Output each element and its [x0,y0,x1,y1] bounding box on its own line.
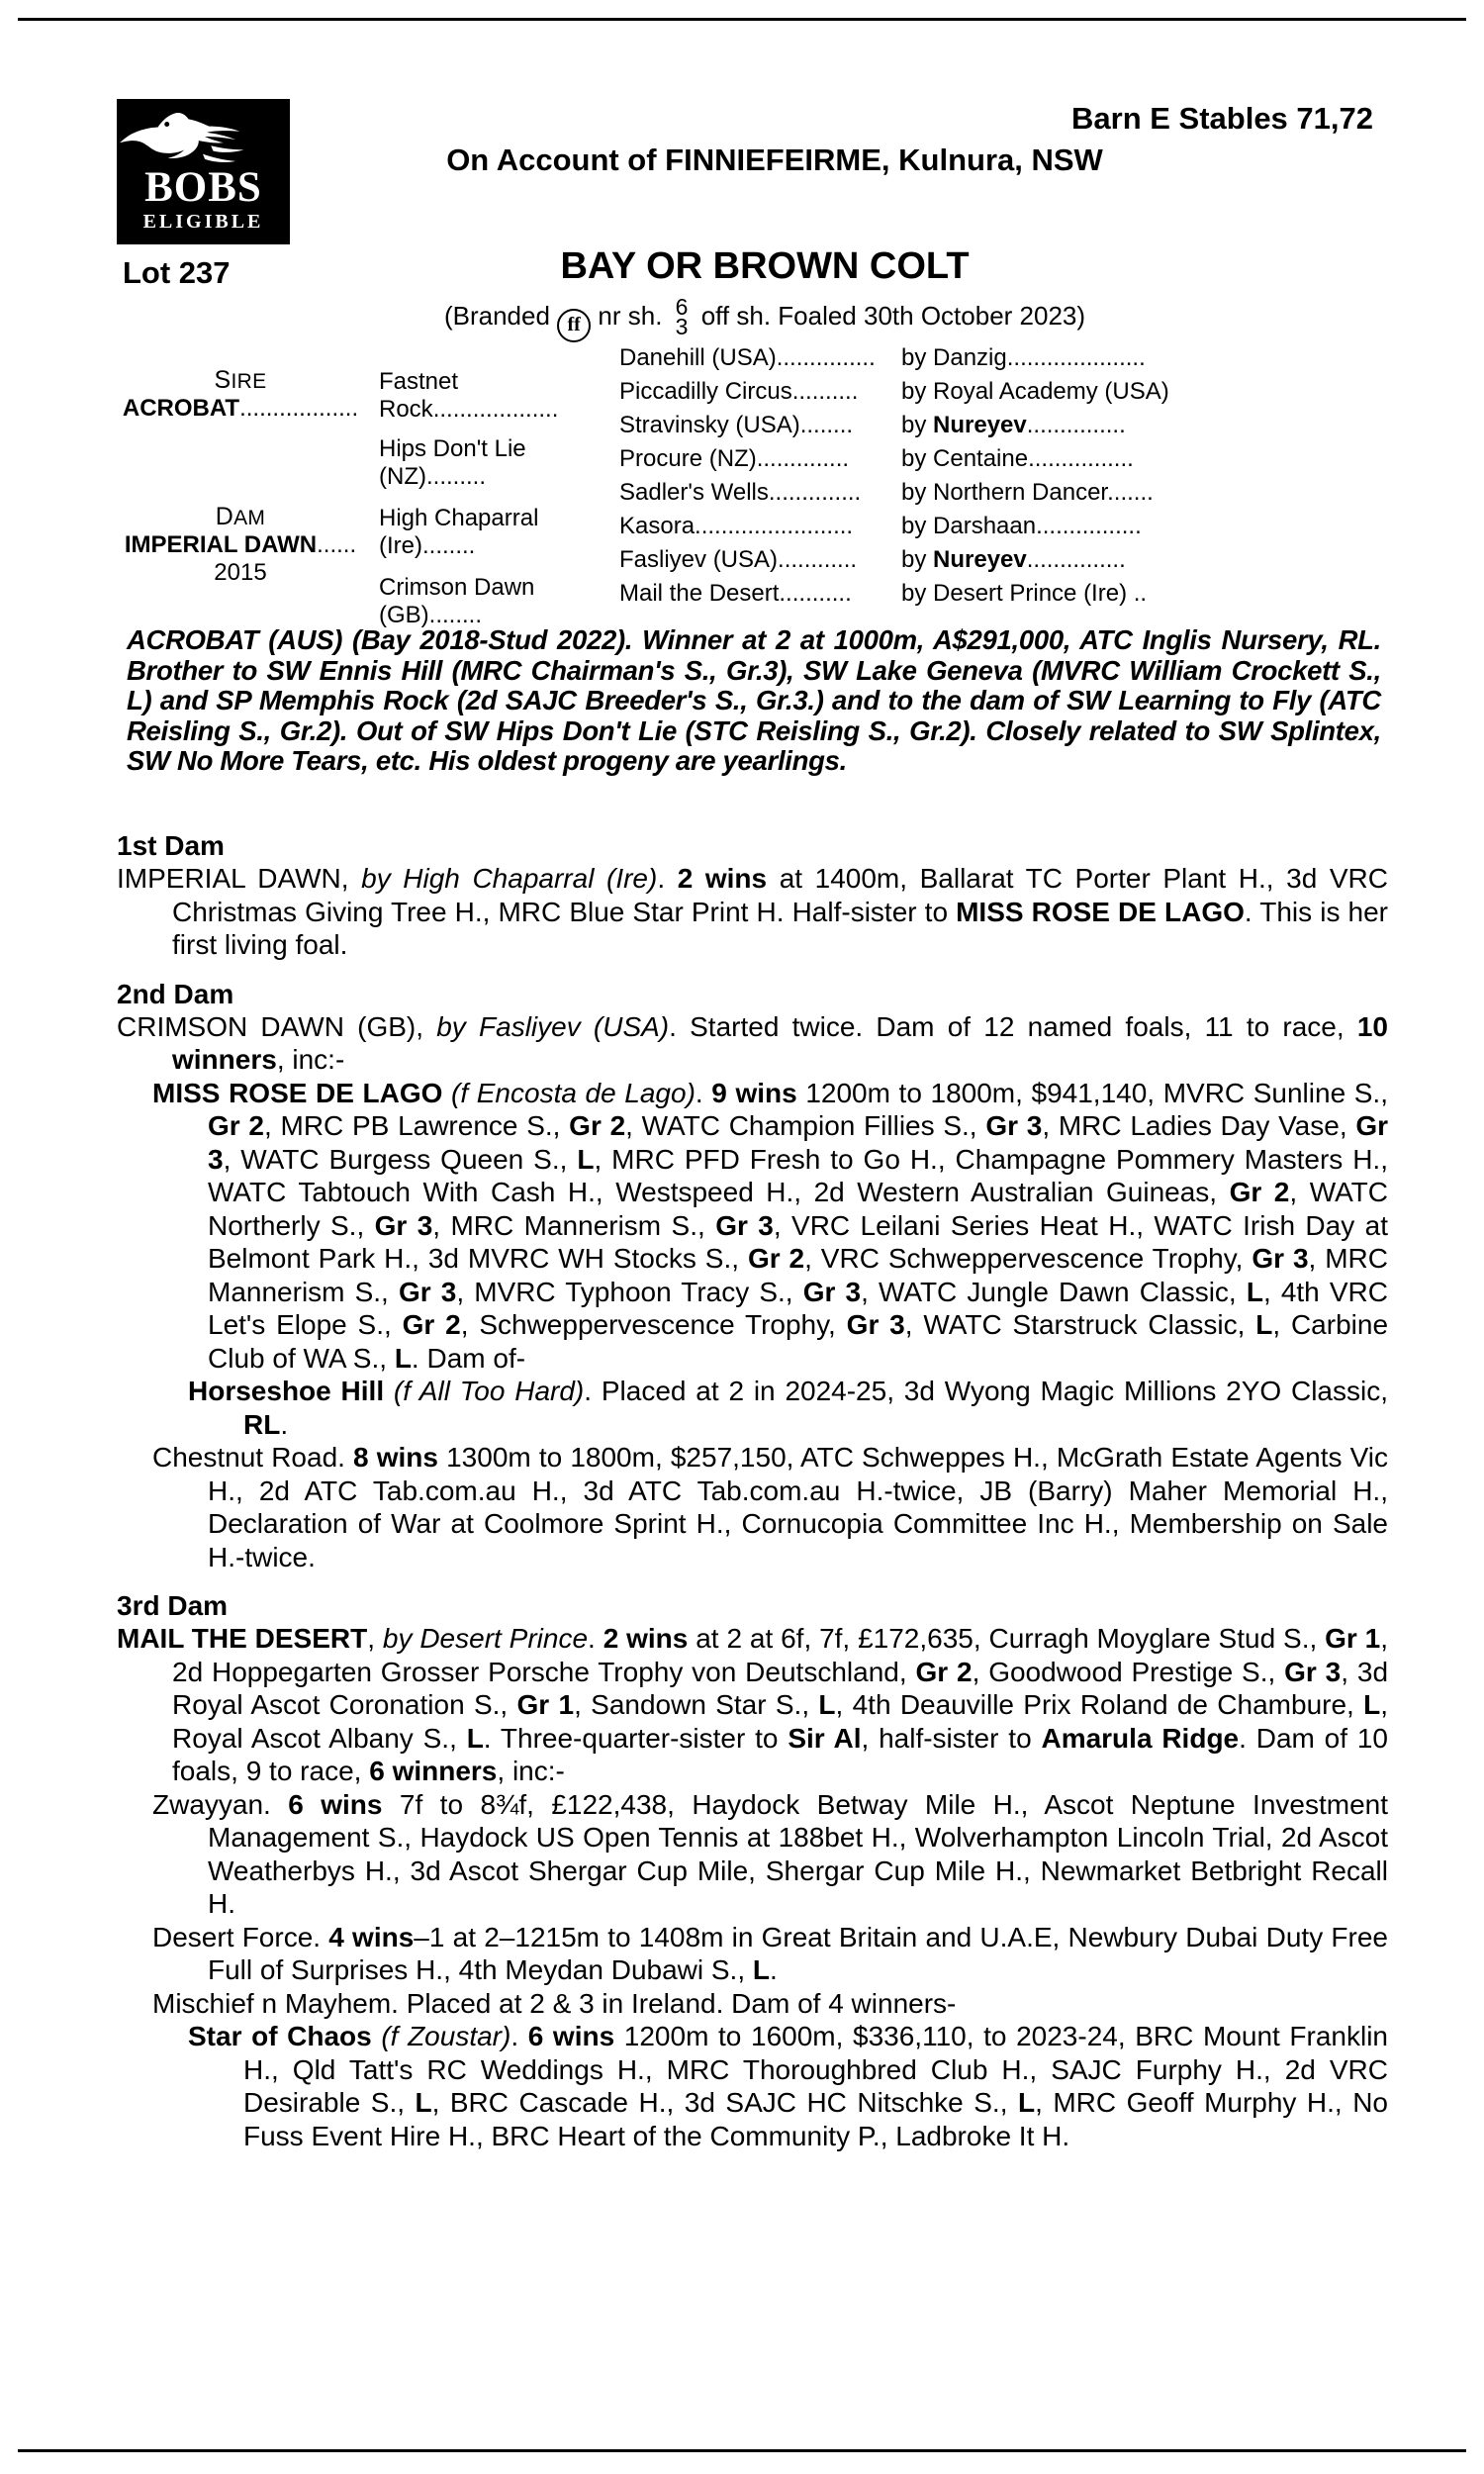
dam-name: IMPERIAL DAWN...... [124,531,357,558]
entry-text: 7f to 8¾f, £122,438, Haydock Betway Mile H., Ascot Neptune Investment Management S., Haydock US Open Tennis at 188bet H., Wolverhampton Lincoln Trial, 2d Ascot Weatherbys H., 3d Ascot Shergar Cup Mile, Shergar Cup Mile H., Newmarket Betbright Recall H. [208,1788,1388,1919]
page-top-rule [18,18,1466,21]
emphasis-italic: by High Chaparral (Ire) [361,863,658,894]
entry-text: , MRC Mannerism S., [432,1209,716,1241]
emphasis-bold: 10 winners [172,1010,1389,1075]
entry-text: 1200m to 1600m, $336,110, to 2023-24, BRC Mount Franklin H., Qld Tatt's RC Weddings H., MRC Thoroughbred Club H., SAJC Furphy H., 2d VRC Desirable S., [243,2021,1389,2118]
entry-text: , Schweppervescence Trophy, [460,1309,847,1340]
pedigree-gen3-name: Piccadilly Circus.......... [619,378,859,405]
emphasis-bold: L [577,1143,595,1175]
emphasis-bold: L [752,1954,771,1985]
dam-label: DAM [215,503,266,530]
emphasis-bold: 9 wins [711,1077,797,1108]
pedigree-entry [117,862,1388,962]
emphasis-bold: Gr 2 [915,1656,973,1687]
entry-text: . [695,1077,712,1108]
entry-text: , BRC Cascade H., 3d SAJC HC Nitschke S., [431,2087,1018,2118]
entry-text: . Placed at 2 in 2024-25, 3d Wyong Magic Millions 2YO Classic, [584,1376,1389,1406]
entry-text: . Started twice. Dam of 12 named foals, 11 to race, [669,1010,1357,1042]
page-title: BAY OR BROWN COLT [560,245,970,287]
emphasis-bold: MISS ROSE DE LAGO [152,1077,443,1108]
entry-text [384,1376,394,1406]
page-header [117,99,1373,339]
pedigree-gen3-sire: by Nureyev............... [901,546,1126,573]
entry-text: , MRC Ladies Day Vase, [1042,1110,1356,1141]
dam-section-heading: 2nd Dam [117,978,234,1009]
lot-number: Lot 237 [123,255,231,290]
entry-text: , 2d Hoppegarten Grosser Porsche Trophy von Deutschland, [172,1623,1389,1687]
pedigree-gen3-sire: by Centaine................ [901,445,1134,472]
entry-text: , MRC PFD Fresh to Go H., Champagne Pommery Masters H., WATC Tabtouch With Cash H., Westspeed H., 2d Western Australian Guineas, [208,1143,1388,1207]
pedigree-narrative [117,829,1388,2152]
pedigree-entry [117,1921,1388,1987]
emphasis-bold: Gr 3 [1284,1656,1342,1687]
emphasis-bold: Star of Chaos [188,2021,372,2051]
emphasis-bold: Sir Al [788,1722,862,1754]
entry-text: . [588,1623,603,1654]
emphasis-bold: L [1255,1309,1273,1340]
entry-text: , MVRC Typhoon Tracy S., [456,1276,803,1307]
pedigree-gen2-name: Hips Don't Lie (NZ)......... [379,435,526,490]
pedigree-gen3-name: Sadler's Wells.............. [619,479,862,506]
emphasis-bold: Gr 2 [402,1309,461,1340]
pedigree-entry [117,1077,1388,1376]
emphasis-bold: Gr 2 [747,1243,805,1274]
entry-text: . [770,1954,778,1985]
emphasis-bold: L [1017,2087,1036,2118]
branded-number-bottom: 3 [675,314,689,339]
bobs-logo-sub: ELIGIBLE [142,211,264,233]
sire-block [117,366,364,423]
pedigree-entry [117,1987,1388,2021]
emphasis-bold: Gr 3 [715,1209,774,1241]
pedigree-gen3-sire: by Danzig..................... [901,344,1146,371]
emphasis-bold: Gr 3 [985,1110,1043,1141]
entry-text: , Royal Ascot Albany S., [172,1689,1389,1754]
branded-line [117,294,1373,342]
branded-suffix: off sh. Foaled 30th October 2023) [700,301,1086,331]
pedigree-gen3-name: Fasliyev (USA)............ [619,546,858,573]
page-bottom-rule [18,2449,1466,2452]
entry-text: . Dam of 10 foals, 9 to race, [172,1722,1389,1786]
pedigree-gen3-sire: by Desert Prince (Ire) .. [901,580,1148,607]
entry-text: . Three-quarter-sister to [483,1722,788,1754]
entry-text: 1200m to 1800m, $941,140, MVRC Sunline S., [796,1077,1388,1108]
emphasis-bold: MISS ROSE DE LAGO [956,896,1245,927]
emphasis-bold: 4 wins [328,1921,415,1952]
branded-prefix: (Branded [443,301,550,331]
emphasis-bold: 8 wins [353,1442,438,1473]
entry-text: , WATC Starstruck Classic, [904,1309,1256,1340]
entry-text: , MRC PB Lawrence S., [263,1110,570,1141]
pedigree-gen2-name: High Chaparral (Ire)........ [379,505,539,559]
emphasis-bold: Gr 1 [516,1689,575,1720]
entry-text: , WATC Champion Fillies S., [625,1110,986,1141]
entry-text: , WATC Jungle Dawn Classic, [861,1276,1247,1307]
emphasis-bold: 6 wins [288,1788,383,1820]
entry-text: , [367,1623,383,1654]
sire-summary-paragraph: ACROBAT (AUS) (Bay 2018-Stud 2022). Winner at 2 at 1000m, A$291,000, ATC Inglis Nursery, RL. Brother to SW Ennis Hill (MRC Chairman's S., Gr.3), SW Lake Geneva (MVRC William Crockett S., L) and SP Memphis Rock (2d SAJC Breeder's S., Gr.3.) and to the dam of SW Learning to Fly (ATC Reisling S., Gr.2). Out of SW Hips Don't Lie (STC Reisling S., Gr.2). Closely related to SW Splintex, SW No More Tears, etc. His oldest progeny are yearlings. [127,624,1381,776]
emphasis-bold: 6 winners [369,1756,498,1786]
entry-text: , half-sister to [861,1722,1042,1754]
emphasis-bold: Horseshoe Hill [188,1376,385,1406]
barn-stables-label: Barn E Stables 71,72 [1071,101,1373,136]
emphasis-bold: L [466,1722,484,1754]
dam-year: 2015 [214,559,267,586]
entry-text: , inc:- [276,1044,345,1075]
emphasis-bold: Gr 3 [398,1276,457,1307]
entry-text: , 4th Deauville Prix Roland de Chambure, [835,1689,1364,1720]
emphasis-bold: L [1363,1689,1381,1720]
entry-text: , Sandown Star S., [574,1689,819,1720]
pedigree-gen3-sire: by Darshaan................ [901,513,1142,539]
emphasis-bold: Gr 3 [208,1110,1389,1175]
entry-text: , MRC Mannerism S., [208,1243,1388,1307]
emphasis-bold: Amarula Ridge [1041,1722,1240,1754]
entry-text: Zwayyan. [152,1788,289,1820]
pedigree-gen3-sire: by Northern Dancer....... [901,479,1154,506]
pedigree-entry [117,2020,1388,2152]
emphasis-bold: Gr 2 [569,1110,626,1141]
entry-text: , WATC Burgess Queen S., [223,1143,578,1175]
emphasis-italic: by Fasliyev (USA) [436,1010,670,1042]
dam-section-heading: 3rd Dam [117,1590,229,1621]
pedigree-gen3-name: Danehill (USA)............... [619,344,876,371]
entry-text: . This is her first living foal. [172,896,1388,960]
branded-stacked-numbers [675,294,689,339]
entry-text: . [280,1408,289,1440]
entry-text: . [510,2021,528,2051]
pedigree-entry [117,1375,1388,1441]
emphasis-bold: Gr 2 [208,1110,264,1141]
pedigree-gen3-name: Stravinsky (USA)........ [619,412,854,438]
entry-text: . Dam of- [411,1342,526,1374]
entry-text: 1300m to 1800m, $257,150, ATC Schweppes H., McGrath Estate Agents Vic H., 2d ATC Tab.com.au H., 3d ATC Tab.com.au H.-twice, JB (Barry) Maher Memorial H., Declaration of War at Coolmore Sprint H., Cornucopia Committee Inc H., Membership on Sale H.-twice. [208,1442,1388,1572]
pedigree-gen3-name: Procure (NZ).............. [619,445,850,472]
emphasis-italic: by Desert Prince [382,1623,589,1654]
emphasis-bold: L [415,2087,432,2118]
entry-text: –1 at 2–1215m to 1408m in Great Britain and U.A.E, Newbury Dubai Duty Free Full of Surprises H., 4th Meydan Dubawi S., [208,1921,1388,1985]
emphasis-bold: 2 wins [603,1623,689,1654]
entry-text: Mischief n Mayhem. Placed at 2 & 3 in Ireland. Dam of 4 winners- [152,1987,957,2019]
sire-name: ACROBAT.................. [122,395,359,422]
entry-text [372,2021,382,2051]
emphasis-bold: Gr 3 [1252,1243,1309,1274]
pedigree-entry [117,1788,1388,1921]
entry-text: , 4th VRC Let's Elope S., [208,1276,1388,1340]
entry-text: , Goodwood Prestige S., [972,1656,1285,1687]
entry-text: , inc:- [497,1756,565,1786]
pedigree-gen3-sire: by Nureyev............... [901,412,1126,438]
pedigree-entry [117,1010,1388,1077]
emphasis-italic: (f Zoustar) [381,2021,511,2051]
entry-text [442,1078,451,1108]
emphasis-bold: Gr 1 [1325,1623,1381,1654]
branded-number-top: 6 [675,294,689,320]
pedigree-entry [117,1622,1388,1788]
sire-label: SIRE [214,366,267,394]
emphasis-bold: 2 wins [677,863,768,894]
emphasis-bold: L [394,1342,412,1374]
emphasis-bold: Gr 3 [802,1276,862,1307]
pedigree-gen2-name: Fastnet Rock................... [379,368,559,423]
emphasis-bold: 6 wins [527,2021,615,2051]
entry-text: IMPERIAL DAWN, [117,863,362,894]
entry-text: , Carbine Club of WA S., [208,1309,1389,1374]
entry-text: , VRC Leilani Series Heat H., WATC Irish Day at Belmont Park H., 3d MVRC WH Stocks S., [208,1209,1388,1274]
entry-text: Chestnut Road. [152,1442,354,1473]
entry-text: , WATC Northerly S., [208,1177,1389,1241]
pedigree-gen2-name: Crimson Dawn (GB)........ [379,574,535,628]
pedigree-entry [117,1441,1388,1573]
emphasis-bold: Gr 3 [374,1209,433,1241]
dam-section-heading: 1st Dam [117,830,225,861]
entry-text: , 3d Royal Ascot Coronation S., [172,1656,1389,1720]
entry-text: at 2 at 6f, 7f, £172,635, Curragh Moyglare Stud S., [688,1623,1326,1654]
entry-text: , VRC Schweppervescence Trophy, [804,1243,1252,1274]
pedigree-gen3-name: Mail the Desert........... [619,580,852,607]
emphasis-bold: MAIL THE DESERT [117,1623,368,1654]
entry-text: at 1400m, Ballarat TC Porter Plant H., 3d VRC Christmas Giving Tree H., MRC Blue Star Print H. Half-sister to [172,863,1389,927]
dam-block [117,503,364,587]
entry-text: , MRC Geoff Murphy H., No Fuss Event Hire H., BRC Heart of the Community P., Ladbroke It H. [243,2087,1388,2151]
brand-mark-icon: ff [557,309,591,342]
emphasis-bold: L [1246,1276,1263,1307]
emphasis-bold: RL [243,1408,281,1440]
pedigree-gen3-sire: by Royal Academy (USA) [901,378,1169,405]
pedigree-gen3-name: Kasora........................ [619,513,854,539]
entry-text: . [657,863,678,894]
emphasis-bold: Gr 3 [846,1309,905,1340]
account-of-label: On Account of FINNIEFEIRME, Kulnura, NSW [446,143,1103,177]
entry-text: CRIMSON DAWN (GB), [117,1010,437,1042]
emphasis-bold: L [818,1689,836,1720]
emphasis-italic: (f Encosta de Lago) [451,1077,696,1108]
entry-text: Desert Force. [152,1921,329,1952]
emphasis-bold: Gr 2 [1229,1177,1290,1207]
branded-nearside: nr sh. [598,301,663,331]
emphasis-italic: (f All Too Hard) [393,1376,585,1406]
bobs-logo-word: BOBS [144,164,262,211]
